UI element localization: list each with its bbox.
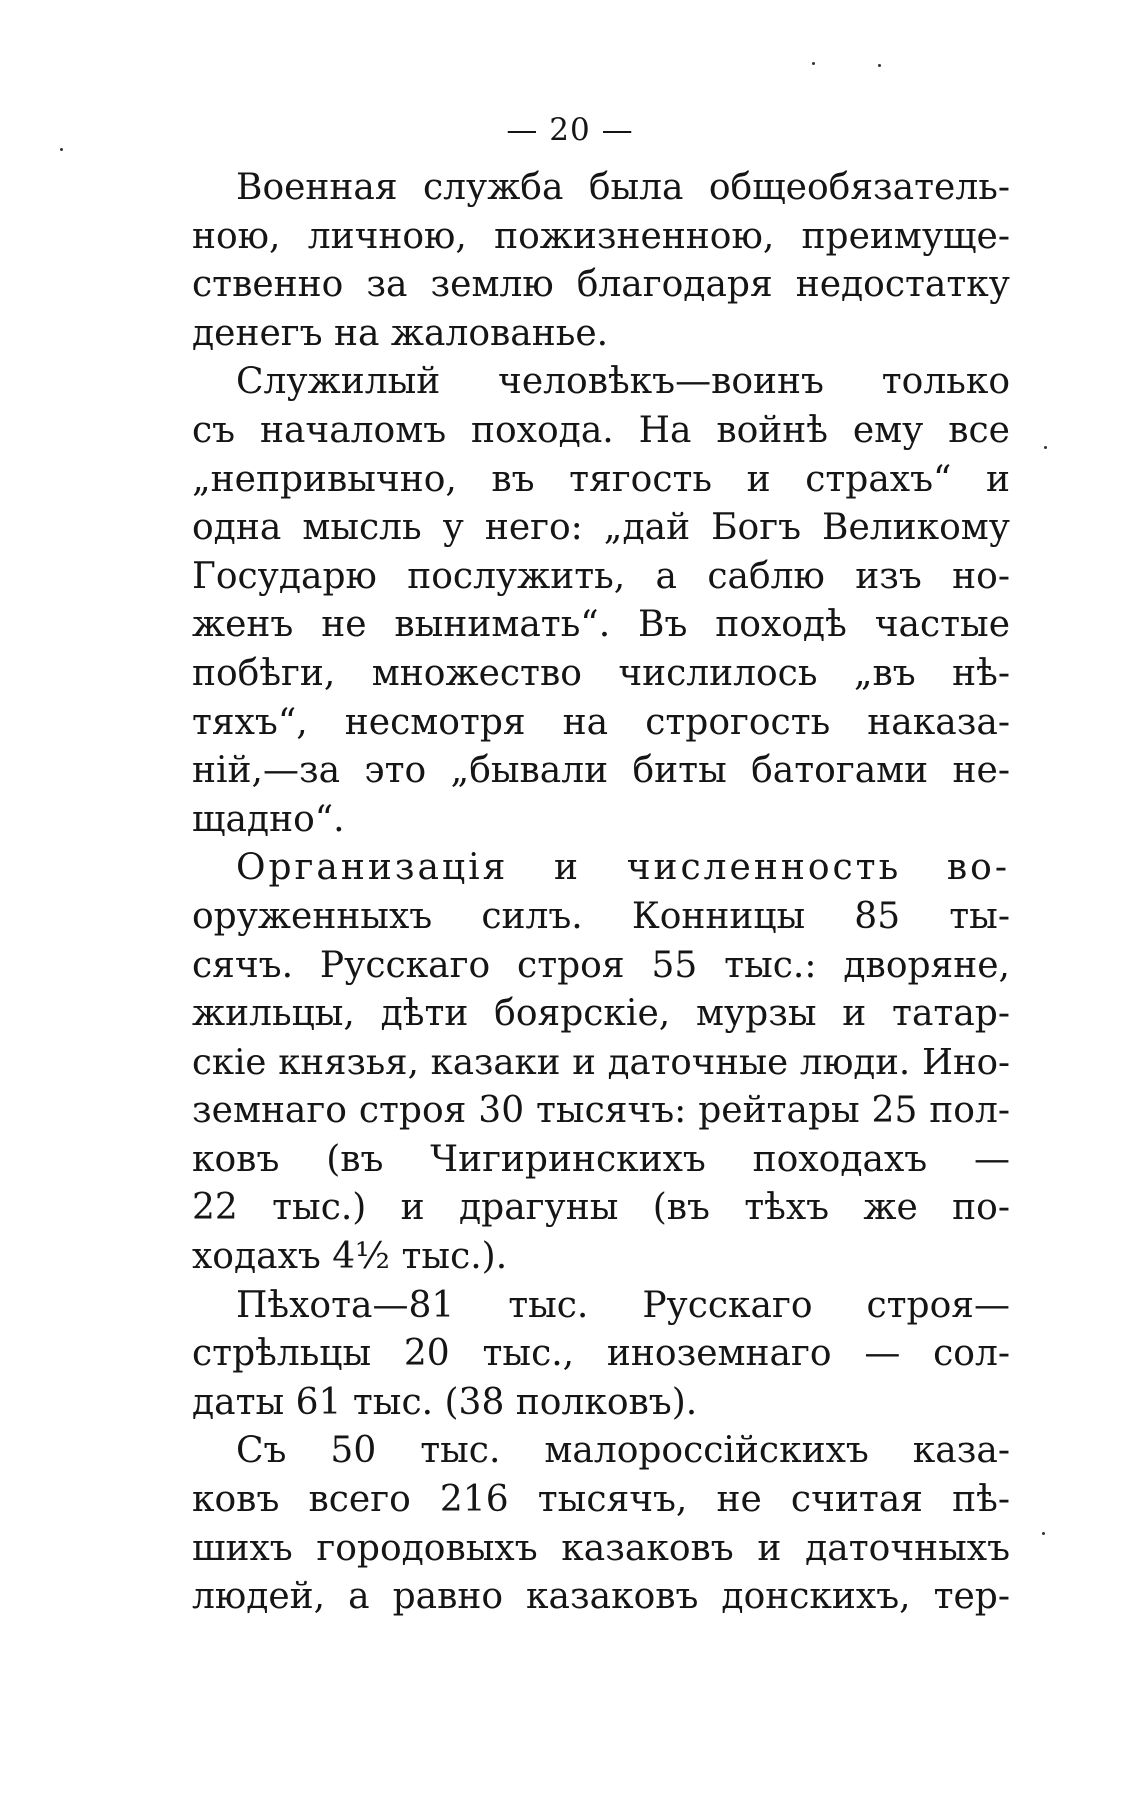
- text-line: ковъ (въ Чигиринскихъ походахъ —: [192, 1138, 1010, 1180]
- text-line: скіе князья, казаки и даточные люди. Ино-: [192, 1041, 1010, 1083]
- scan-speck: [812, 62, 815, 65]
- text-line: ходахъ 4½ тыс.).: [192, 1236, 508, 1278]
- text-line: 22 тыс.) и драгуны (въ тѣхъ же по-: [192, 1187, 1010, 1229]
- text-line: побѣги, множество числилось „въ нѣ-: [192, 652, 1010, 694]
- paragraph: [192, 164, 1010, 358]
- scan-speck: [1044, 446, 1047, 449]
- paragraph: [192, 1427, 1010, 1621]
- text-line: оруженныхъ силъ. Конницы 85 ты-: [192, 895, 1010, 937]
- scan-speck: [60, 148, 63, 151]
- text-line: ственно за землю благодаря недостатку: [192, 264, 1010, 306]
- page-number: — 20 —: [506, 112, 634, 148]
- text-line: Служилый человѣкъ—воинъ только: [236, 361, 1010, 403]
- paragraph: [192, 1282, 1010, 1428]
- text-line: „непривычно, въ тягость и страхъ“ и: [192, 458, 1010, 500]
- text-line: Государю послужить, а саблю изъ но-: [192, 555, 1010, 597]
- text-line: женъ не вынимать“. Въ походѣ частые: [192, 604, 1010, 646]
- text-line: щадно“.: [192, 798, 345, 840]
- text-line: Военная служба была общеобязатель-: [236, 167, 1010, 208]
- text-line: жильцы, дѣти боярскіе, мурзы и татар-: [192, 993, 1010, 1035]
- text-line: ною, личною, пожизненною, преимуще-: [192, 215, 1010, 257]
- text-line: тяхъ“, несмотря на строгость наказа-: [192, 701, 1010, 743]
- text-line: одна мысль у него: „дай Богъ Великому: [192, 507, 1010, 549]
- text-line: стрѣльцы 20 тыс., иноземнаго — сол-: [192, 1333, 1010, 1375]
- scan-speck: [878, 64, 881, 67]
- scan-speck: [1042, 1532, 1045, 1535]
- body-text: [192, 164, 1010, 1622]
- text-line: Пѣхота—81 тыс. Русскаго строя—: [236, 1284, 1010, 1326]
- text-line: Съ 50 тыс. малороссійскихъ каза-: [236, 1430, 1010, 1472]
- text-line: съ началомъ похода. На войнѣ ему все: [192, 409, 1010, 451]
- text-line: земнаго строя 30 тысячъ: рейтары 25 пол-: [192, 1090, 1010, 1132]
- text-line: денегъ на жалованье.: [192, 312, 609, 354]
- text-line: Организація и численность во-: [236, 847, 1010, 889]
- text-line: ній,—за это „бывали биты батогами не-: [192, 750, 1010, 792]
- paragraph: [192, 844, 1010, 1281]
- text-line: ковъ всего 216 тысячъ, не считая пѣ-: [192, 1479, 1010, 1521]
- text-line: людей, а равно казаковъ донскихъ, тер-: [192, 1576, 1010, 1618]
- text-line: шихъ городовыхъ казаковъ и даточныхъ: [192, 1527, 1010, 1569]
- text-line: сячъ. Русскаго строя 55 тыс.: дворяне,: [192, 944, 1010, 986]
- text-line: даты 61 тыс. (38 полковъ).: [192, 1381, 698, 1423]
- paragraph: [192, 358, 1010, 844]
